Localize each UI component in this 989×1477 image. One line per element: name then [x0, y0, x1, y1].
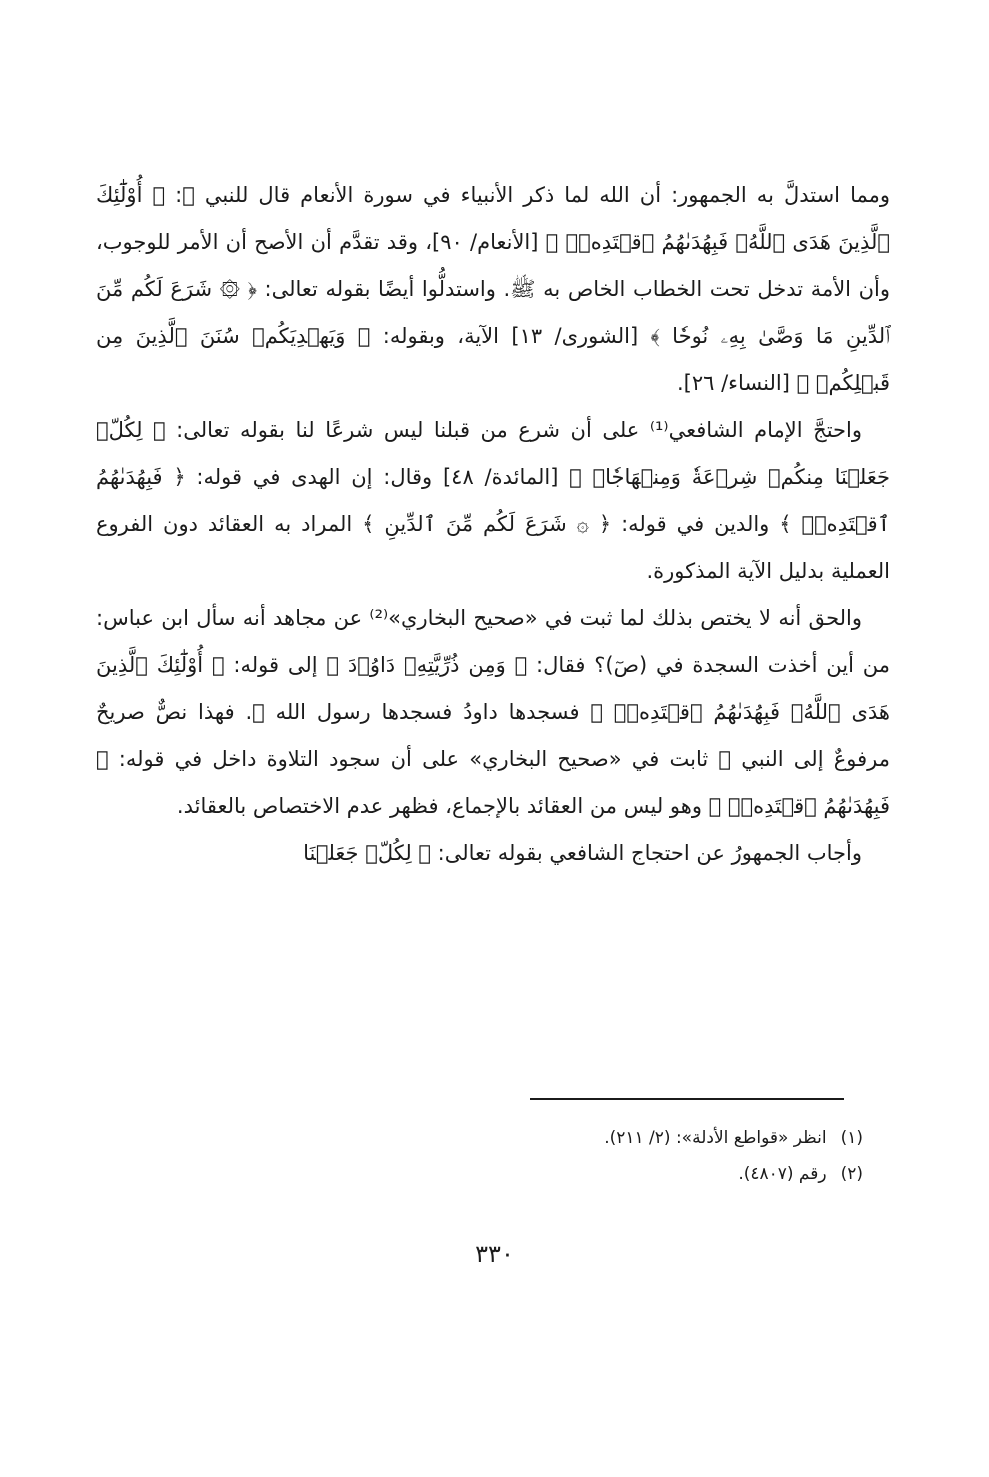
footnote-2 [263, 1156, 863, 1192]
footnote-1-number: (١) [840, 1128, 863, 1148]
footnote-1 [263, 1120, 863, 1156]
footnote-2-text: رقم (٤٨٠٧). [738, 1164, 827, 1184]
main-text-block [96, 172, 890, 877]
paragraph-1: ومما استدلَّ به الجمهور: أن الله لما ذكر الأنبياء في سورة الأنعام قال للنبي ﷺ: ﴿ أُوْلَٰٓئِكَ ٱلَّذِينَ هَدَى ٱللَّهُۖ فَبِهُدَىٰهُمُ ٱقۡتَدِهۡۗ ﴾ [الأنعام/ ٩٠]، وقد تقدَّم أن الأصح أن الأمر للوجوب، وأن الأمة تدخل تحت الخطاب الخاص به ﷺ. واستدلُّوا أيضًا بقوله تعالى: ﴿ ۞ شَرَعَ لَكُم مِّنَ ٱلدِّينِ مَا وَصَّىٰ بِهِۦ نُوحٗا ﴾ [الشورى/ ١٣] الآية، وبقوله: ﴿ وَيَهۡدِيَكُمۡ سُنَنَ ٱلَّذِينَ مِن قَبۡلِكُمۡ ﴾ [النساء/ ٢٦]. [96, 183, 891, 395]
footnotes [263, 1120, 863, 1192]
footnote-1-text: انظر «قواطع الأدلة»: (٢/ ٢١١). [604, 1128, 827, 1148]
page-number: ٣٣٠ [475, 1240, 514, 1268]
paragraph-4: وأجاب الجمهورُ عن احتجاج الشافعي بقوله تعالى: ﴿ لِكُلّٖ جَعَلۡنَا [303, 841, 862, 865]
paragraph-3: والحق أنه لا يختص بذلك لما ثبت في «صحيح البخاري»⁽²⁾ عن مجاهد أنه سأل ابن عباس: من أين أخذت السجدة في (صٓ)؟ فقال: ﴿ وَمِن ذُرِّيَّتِهِۦ دَاوُۥدَ ﴾ إلى قوله: ﴿ أُوْلَٰٓئِكَ ٱلَّذِينَ هَدَى ٱللَّهُۖ فَبِهُدَىٰهُمُ ٱقۡتَدِهۡۗ ﴾ فسجدها داودُ فسجدها رسول الله ﷺ. فهذا نصٌّ صريحٌ مرفوعٌ إلى النبي ﷺ ثابت في «صحيح البخاري» على أن سجود التلاوة داخل في قوله: ﴿ فَبِهُدَىٰهُمُ ٱقۡتَدِهۡۗ ﴾ وهو ليس من العقائد بالإجماع، فظهر عدم الاختصاص بالعقائد. [96, 606, 890, 818]
footnote-2-number: (٢) [840, 1164, 863, 1184]
paragraph-2: واحتجَّ الإمام الشافعي⁽¹⁾ على أن شرع من قبلنا ليس شرعًا لنا بقوله تعالى: ﴿ لِكُلّٖ جَعَلۡنَا مِنكُمۡ شِرۡعَةٗ وَمِنۡهَاجٗاۚ ﴾ [المائدة/ ٤٨] وقال: إن الهدى في قوله: ﴿ فَبِهُدَىٰهُمُ ٱقۡتَدِهۡۗ ﴾ والدين في قوله: ﴿ ۞ شَرَعَ لَكُم مِّنَ ٱلدِّينِ ﴾ المراد به العقائد دون الفروع العملية بدليل الآية المذكورة. [96, 418, 890, 583]
footnote-separator [530, 1098, 844, 1100]
